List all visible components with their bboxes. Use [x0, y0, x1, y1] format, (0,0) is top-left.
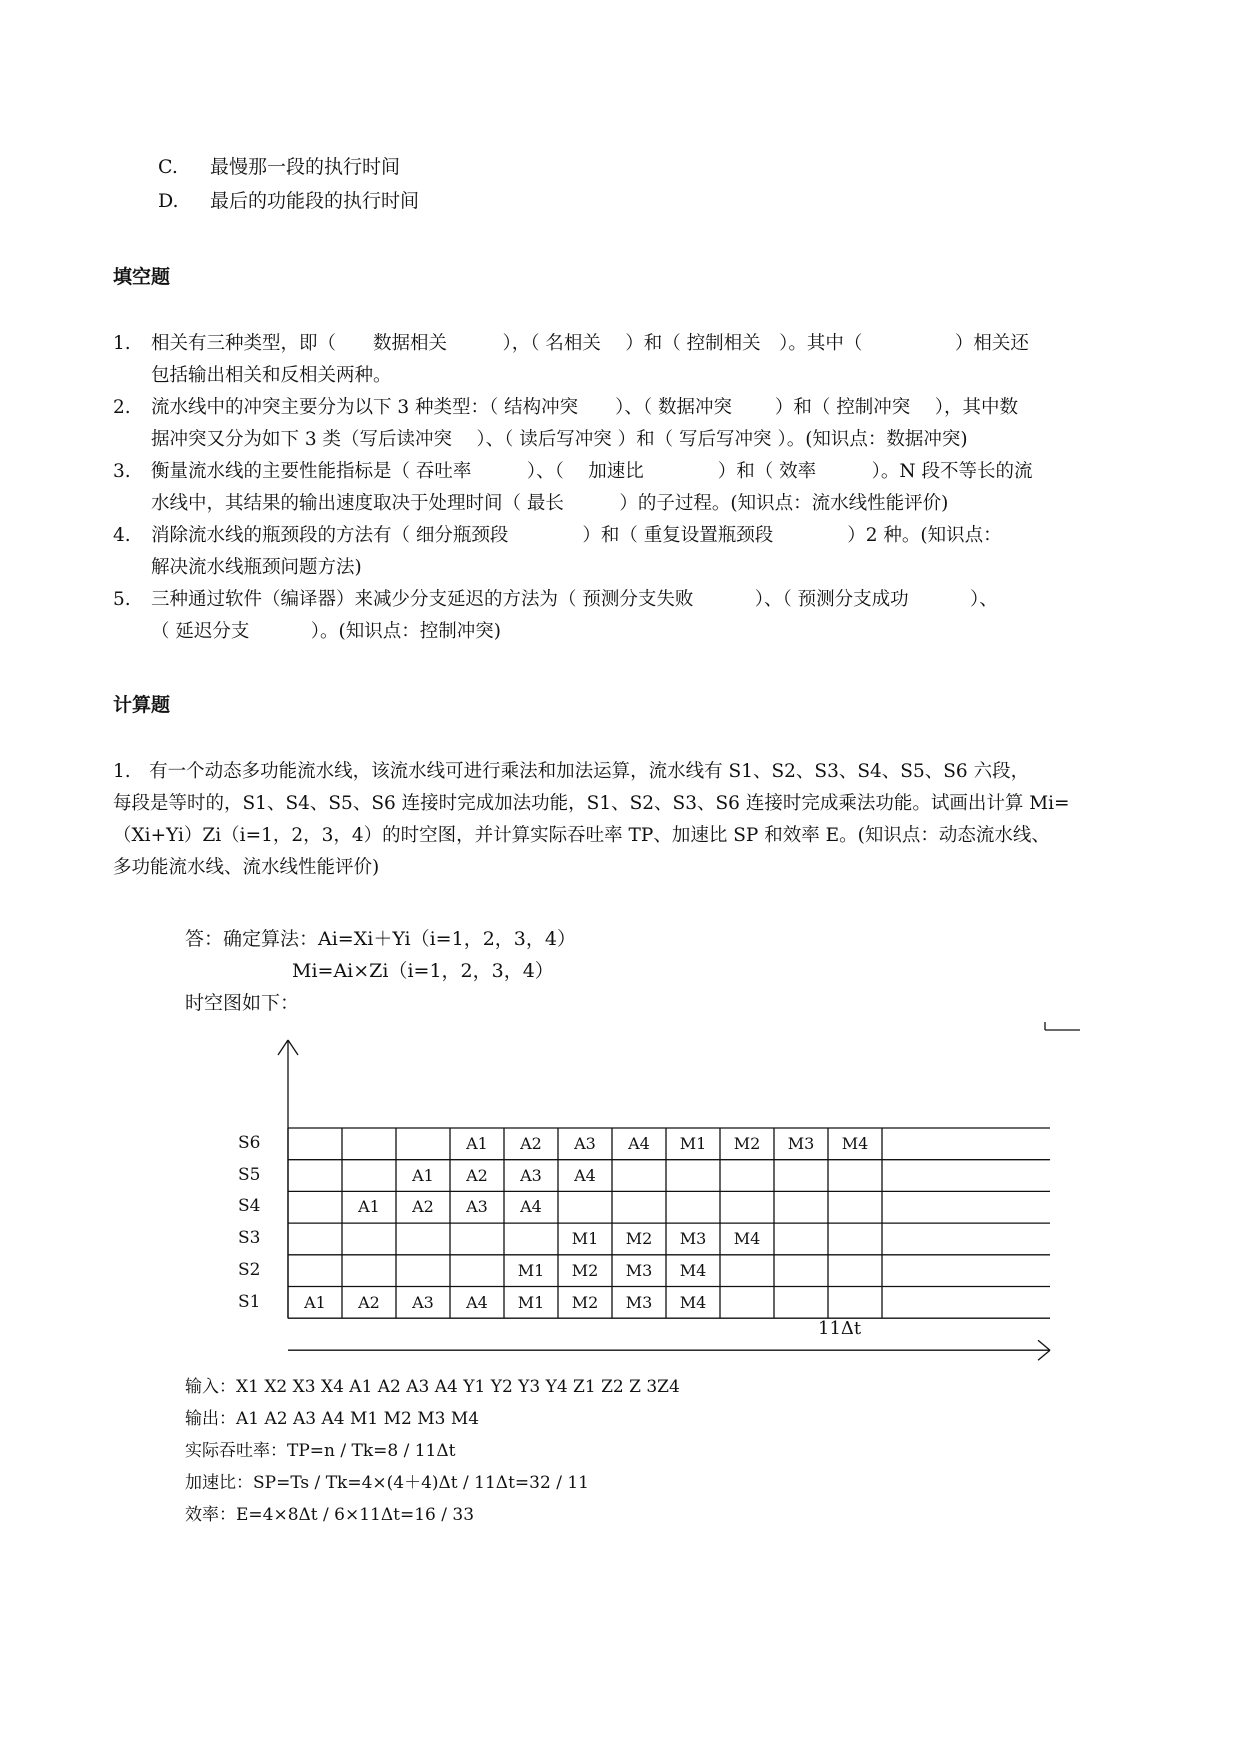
item-line: 包括输出相关和反相关两种。 [151, 365, 392, 386]
diagram-cell: A1 [412, 1165, 434, 1185]
item-line: 流水线中的冲突主要分为以下 3 种类型：（ 结构冲突 ）、（ 数据冲突 ）和（ 控制冲突 ），其中数 [151, 397, 1018, 418]
diagram-cell: M1 [571, 1229, 599, 1249]
item-line: 消除流水线的瓶颈段的方法有（ 细分瓶颈段 ）和（ 重复设置瓶颈段 ）2 种。(知识点： [151, 525, 1002, 546]
diagram-cell: A2 [520, 1134, 542, 1153]
diagram-cell: A1 [466, 1134, 488, 1153]
item-number: 4. [113, 525, 131, 546]
option-key: D. [158, 190, 179, 212]
item-line: 水线中，其结果的输出速度取决于处理时间（ 最长 ）的子过程。(知识点：流水线性能评价) [151, 493, 949, 514]
diagram-cell: A3 [520, 1165, 542, 1185]
calc-line: （Xi+Yi）Zi（i=1，2，3，4）的时空图，并计算实际吞吐率 TP、加速比 SP 和效率 E。(知识点：动态流水线、 [113, 825, 1050, 846]
answer-line-3: 时空图如下： [185, 992, 300, 1014]
diagram-cell: A2 [466, 1165, 488, 1185]
item-line: 相关有三种类型，即（ 数据相关 ），（ 名相关 ）和（ 控制相关 ）。其中（ ）相关还 [151, 333, 1029, 354]
diagram-cell: A1 [304, 1292, 326, 1312]
item-number: 2. [113, 397, 131, 418]
diagram-cell: A2 [412, 1197, 434, 1217]
diagram-cell: A3 [574, 1134, 596, 1153]
calc-line: 多功能流水线、流水线性能评价) [113, 857, 380, 878]
fill-item-5 [113, 584, 998, 648]
item-line: 衡量流水线的主要性能指标是（ 吞吐率 ）、（ 加速比 ）和（ 效率 ）。N 段不等长的流 [151, 461, 1033, 482]
diagram-cell: A4 [466, 1292, 488, 1312]
diagram-cell: M4 [733, 1229, 761, 1249]
diagram-cell: M3 [787, 1134, 815, 1153]
result-output: 输出：A1 A2 A3 A4 M1 M2 M3 M4 [185, 1409, 480, 1429]
option-c [158, 152, 400, 179]
result-input: 输入：X1 X2 X3 X4 A1 A2 A3 A4 Y1 Y2 Y3 Y4 Z1 Z2 Z 3Z4 [185, 1377, 680, 1397]
diagram-cell: A4 [574, 1165, 596, 1185]
item-line: 解决流水线瓶颈问题方法) [151, 557, 362, 578]
diagram-cell: M2 [625, 1229, 653, 1249]
option-text: 最慢那一段的执行时间 [210, 156, 401, 178]
diagram-cell: M4 [679, 1260, 707, 1280]
calc-section-title: 计算题 [113, 694, 171, 716]
diagram-cell: A1 [358, 1197, 380, 1217]
item-number: 3. [113, 461, 131, 482]
y-axis-arrowhead [278, 1040, 288, 1055]
diagram-cell: M4 [679, 1292, 707, 1312]
fill-section-title: 填空题 [113, 266, 171, 288]
calc-line: 每段是等时的，S1、S4、S5、S6 连接时完成加法功能，S1、S2、S3、S6 连接时完成乘法功能。试画出计算 Mi= [113, 793, 1070, 814]
result-efficiency: 效率：E=4×8Δt / 6×11Δt=16 / 33 [185, 1505, 475, 1525]
time-axis-label: 11Δt [818, 1318, 862, 1339]
item-line: 据冲突又分为如下 3 类（写后读冲突 ）、（ 读后写冲突 ）和（ 写后写冲突 ）。(知识点：数据冲突) [151, 429, 968, 450]
calc-line: 1. 有一个动态多功能流水线，该流水线可进行乘法和加法运算，流水线有 S1、S2、S3、S4、S5、S6 六段， [113, 761, 1030, 782]
option-d [158, 186, 419, 213]
x-axis-arrowhead [1038, 1340, 1050, 1350]
x-axis-arrowhead [1038, 1350, 1050, 1360]
calc-problem [113, 756, 1070, 884]
diagram-cell: M1 [517, 1260, 545, 1280]
answer-line-2: Mi=Ai×Zi（i=1，2，3，4） [292, 960, 554, 982]
diagram-cell: A4 [520, 1197, 542, 1217]
diagram-cell: M4 [841, 1134, 869, 1153]
y-axis-arrowhead [288, 1040, 298, 1055]
fill-item-1 [113, 328, 1029, 392]
diagram-cell: M2 [571, 1292, 599, 1312]
diagram-cell: A3 [466, 1197, 488, 1217]
diagram-cell: A4 [628, 1134, 650, 1153]
item-line: 三种通过软件（编译器）来减少分支延迟的方法为（ 预测分支失败 ）、（ 预测分支成功 ）、 [151, 589, 998, 610]
diagram-cell: A2 [358, 1292, 380, 1312]
diagram-cell: M1 [517, 1292, 545, 1312]
item-number: 5. [113, 589, 131, 610]
diagram-cell: M3 [625, 1260, 653, 1280]
result-speedup: 加速比：SP=Ts / Tk=4×(4＋4)Δt / 11Δt=32 / 11 [185, 1473, 589, 1493]
diagram-cell: M2 [571, 1260, 599, 1280]
fill-item-3 [113, 456, 1032, 520]
option-text: 最后的功能段的执行时间 [210, 190, 420, 212]
stage-label: S1 [238, 1291, 261, 1312]
stage-label: S4 [238, 1196, 261, 1217]
item-number: 1. [113, 333, 131, 354]
stage-label: S5 [238, 1164, 261, 1185]
answer-line-1: 答：确定算法：Ai=Xi＋Yi（i=1，2，3，4） [185, 928, 576, 950]
diagram-cell: A3 [412, 1292, 434, 1312]
result-throughput: 实际吞吐率：TP=n / Tk=8 / 11Δt [185, 1441, 456, 1461]
fill-item-4 [113, 520, 1002, 584]
fill-item-2 [113, 392, 1018, 456]
diagram-cell: M2 [733, 1134, 761, 1153]
option-key: C. [158, 156, 178, 178]
item-line: （ 延迟分支 ）。(知识点：控制冲突) [151, 621, 501, 642]
diagram-cell: M3 [625, 1292, 653, 1312]
stage-label: S6 [238, 1133, 261, 1153]
diagram-cell: M1 [679, 1134, 707, 1153]
stage-label: S2 [238, 1259, 261, 1280]
stage-label: S3 [238, 1228, 261, 1249]
diagram-cell: M3 [679, 1229, 707, 1249]
